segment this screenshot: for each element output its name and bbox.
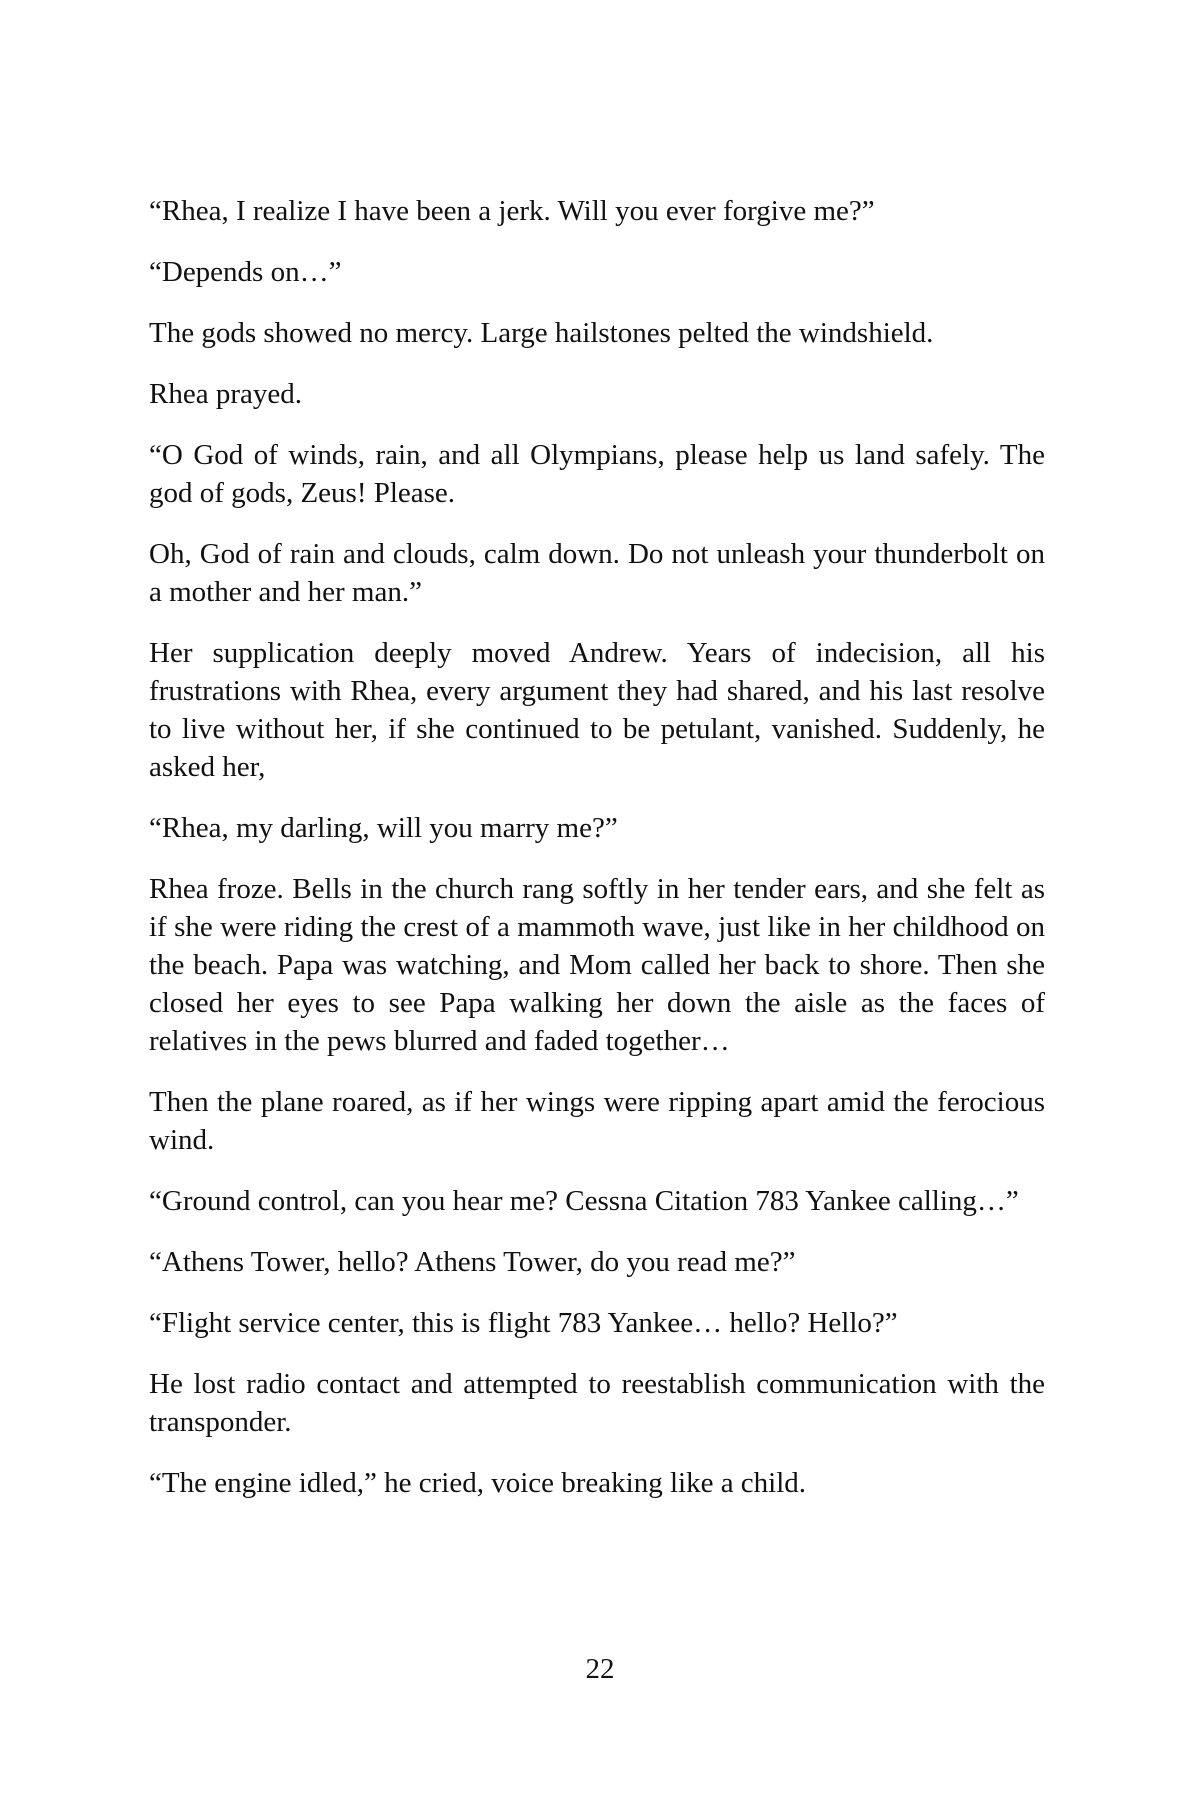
paragraph: Then the plane roared, as if her wings were ripping apart amid the ferocious wind.	[149, 1086, 1045, 1156]
paragraph: He lost radio contact and attempted to reestablish communication with the transponder.	[149, 1368, 1045, 1438]
paragraph: “Rhea, my darling, will you marry me?”	[149, 812, 618, 844]
paragraph: “The engine idled,” he cried, voice breaking like a child.	[149, 1467, 807, 1499]
paragraph: “Ground control, can you hear me? Cessna Citation 783 Yankee calling…”	[149, 1185, 1019, 1217]
paragraph: “Depends on…”	[149, 256, 342, 288]
paragraph: “Rhea, I realize I have been a jerk. Will you ever forgive me?”	[149, 195, 875, 227]
page-number: 22	[585, 1653, 615, 1685]
paragraph: “O God of winds, rain, and all Olympians, please help us land safely. The god of gods, Zeus! Please.	[149, 439, 1045, 509]
paragraph: “Flight service center, this is flight 783 Yankee… hello? Hello?”	[149, 1307, 898, 1339]
paragraph: Rhea prayed.	[149, 378, 302, 410]
paragraph: Oh, God of rain and clouds, calm down. Do not unleash your thunderbolt on a mother and her man.”	[149, 538, 1045, 608]
paragraph: “Athens Tower, hello? Athens Tower, do you read me?”	[149, 1246, 796, 1278]
paragraph: The gods showed no mercy. Large hailstones pelted the windshield.	[149, 317, 934, 349]
paragraph: Her supplication deeply moved Andrew. Years of indecision, all his frustrations with Rhea, every argument they had shared, and his last resolve to live without her, if she continued to be petulant, vanished. Suddenly, he asked her,	[149, 637, 1045, 783]
body-text	[149, 192, 1045, 1525]
paragraph: Rhea froze. Bells in the church rang softly in her tender ears, and she felt as if she were riding the crest of a mammoth wave, just like in her childhood on the beach. Papa was watching, and Mom called her back to shore. Then she closed her eyes to see Papa walking her down the aisle as the faces of relatives in the pews blurred and faded together…	[149, 873, 1045, 1057]
